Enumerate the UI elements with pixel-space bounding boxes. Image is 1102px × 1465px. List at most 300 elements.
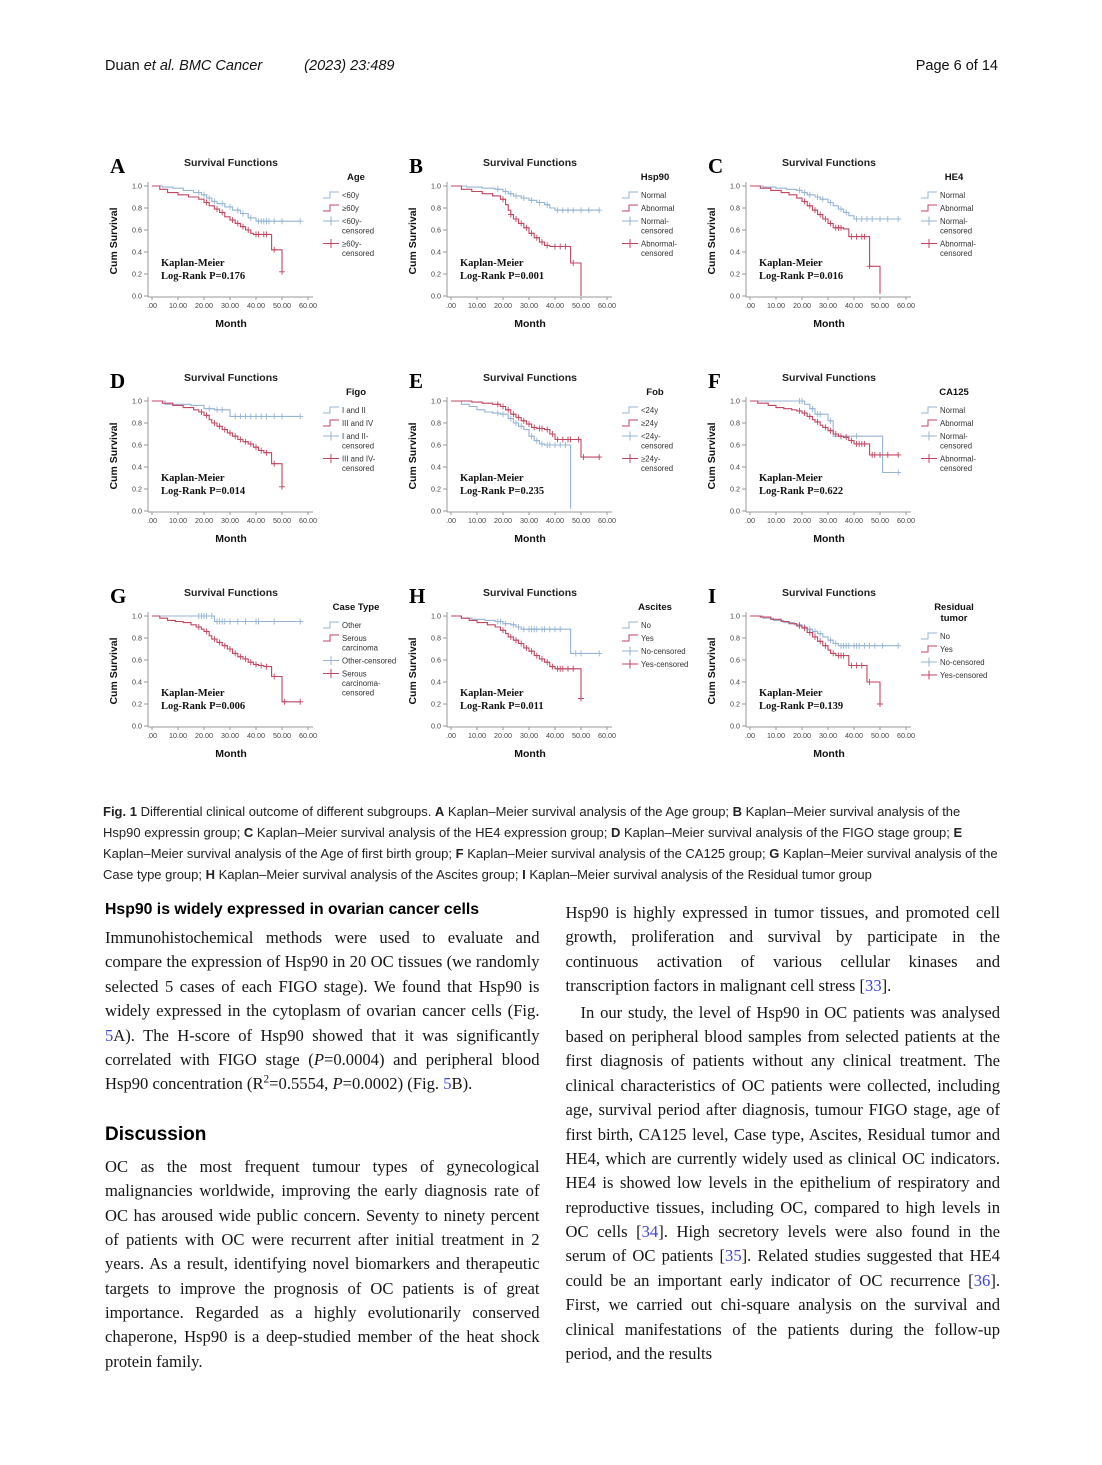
x-tick-label: 10.00 — [169, 516, 187, 525]
censor-mark — [838, 225, 844, 231]
x-tick-label: 20.00 — [793, 516, 811, 525]
y-tick-label: 0.6 — [431, 225, 441, 235]
censor-mark — [817, 411, 823, 417]
legend-censored-glyph — [622, 217, 638, 226]
km-annotation-pvalue: Log-Rank P=0.011 — [460, 701, 544, 712]
legend-item-label: ≥24y-censored — [641, 454, 674, 473]
y-tick-label: 0.8 — [132, 203, 142, 213]
censor-mark — [204, 613, 210, 619]
censor-mark — [552, 244, 558, 250]
y-tick-label: 0.6 — [730, 225, 740, 235]
body-paragraph: In our study, the level of Hsp90 in OC patients was analysed based on peripheral blood samples from selected patients at the first diagnosis of patients without any clinical treatment. The clinical characteristics of OC patients were collected, including age, survival period after diagnosis, tumour FIGO stage, age of first birth, CA125 level, Case type, Ascites, Residual tumor and HE4, which are currently widely used as clinical OC indicators. HE4 is showed low levels in the epithelium of respiratory and reproductive tissues, including OC, compared to high levels in OC cells [34]. High secretory levels were also found in the serum of OC patients [35]. Related studies suggested that HE4 could be an important early indicator of OC recurrence [36]. First, we carried out chi-square analysis on the survival and clinical manifestations of the patients during the follow-up period, and the results — [565, 1002, 1000, 1364]
km-annotation-line1: Kaplan-Meier — [460, 258, 524, 269]
censor-mark — [266, 218, 272, 224]
bold-text: B — [732, 804, 743, 819]
x-tick-label: 20.00 — [494, 731, 512, 740]
legend-censored-glyph — [622, 432, 638, 441]
bold-text: I — [522, 867, 526, 883]
x-tick-label: 50.00 — [871, 516, 889, 525]
censor-mark — [557, 442, 563, 448]
y-tick-label: 0.0 — [132, 506, 142, 516]
legend-item-label: Other — [342, 621, 362, 630]
y-axis-label: Cum Survival — [706, 422, 718, 490]
x-tick-label: 10.00 — [169, 301, 187, 310]
running-head — [105, 58, 394, 74]
censor-mark — [297, 699, 303, 705]
km-annotation-pvalue: Log-Rank P=0.016 — [759, 271, 844, 282]
censor-mark — [869, 216, 875, 222]
censor-mark — [271, 619, 277, 625]
chart-title: Survival Functions — [184, 587, 278, 599]
x-tick-label: 10.00 — [169, 731, 187, 740]
censor-mark — [562, 244, 568, 250]
y-tick-label: 0.0 — [431, 506, 441, 516]
x-tick-label: 60.00 — [299, 301, 317, 310]
panel-letter: H — [409, 584, 426, 608]
censor-mark — [885, 216, 891, 222]
y-tick-label: 0.0 — [730, 291, 740, 301]
km-annotation-pvalue: Log-Rank P=0.001 — [460, 271, 545, 282]
legend-item-label: <24y-censored — [641, 432, 674, 451]
censor-mark — [235, 619, 241, 625]
x-tick-label: 10.00 — [468, 301, 486, 310]
legend-censored-glyph — [921, 217, 937, 226]
y-tick-label: 1.0 — [431, 181, 441, 191]
censor-mark — [256, 231, 262, 237]
x-tick-label: 40.00 — [247, 731, 265, 740]
x-tick-label: .00 — [147, 516, 157, 525]
legend-item-label: Serous carcinoma-censored — [342, 669, 381, 698]
y-tick-label: 0.4 — [730, 462, 740, 472]
panel-letter: F — [708, 369, 721, 393]
censor-mark — [861, 643, 867, 649]
y-tick-label: 0.0 — [132, 291, 142, 301]
censor-mark — [586, 207, 592, 213]
x-tick-label: 60.00 — [598, 301, 616, 310]
legend-title: Residual tumor — [934, 602, 974, 624]
censor-mark — [258, 663, 264, 669]
km-curve-blue — [152, 401, 300, 416]
censor-mark — [263, 664, 269, 670]
legend-step-glyph — [622, 192, 638, 198]
y-axis-label: Cum Survival — [108, 207, 120, 275]
header-authors: Duan — [105, 58, 144, 74]
chart-title: Survival Functions — [782, 587, 876, 599]
censor-mark — [248, 413, 254, 419]
censor-mark — [846, 643, 852, 649]
censor-mark — [297, 619, 303, 625]
censor-mark — [552, 626, 558, 632]
censor-mark — [279, 484, 285, 490]
censor-mark — [596, 650, 602, 656]
y-axis-label: Cum Survival — [706, 637, 718, 705]
y-tick-label: 0.0 — [431, 721, 441, 731]
y-axis-label: Cum Survival — [706, 207, 718, 275]
legend-item-label: Normal-censored — [940, 217, 973, 236]
x-tick-label: 40.00 — [247, 301, 265, 310]
legend-censored-glyph — [622, 239, 638, 248]
censor-mark — [885, 452, 891, 458]
legend-censored-glyph — [921, 432, 937, 441]
y-tick-label: 1.0 — [132, 396, 142, 406]
legend-item-label: Abnormal — [641, 204, 675, 213]
x-tick-label: 50.00 — [572, 301, 590, 310]
y-tick-label: 1.0 — [730, 611, 740, 621]
x-tick-label: 30.00 — [520, 516, 538, 525]
x-axis-label: Month — [514, 533, 546, 545]
km-annotation-pvalue: Log-Rank P=0.014 — [161, 486, 246, 497]
km-panel-C — [701, 146, 1000, 357]
x-tick-label: 50.00 — [572, 731, 590, 740]
y-tick-label: 1.0 — [730, 181, 740, 191]
x-tick-label: 60.00 — [598, 516, 616, 525]
x-tick-label: 40.00 — [845, 301, 863, 310]
legend-censored-glyph — [323, 454, 339, 463]
y-tick-label: 0.6 — [132, 440, 142, 450]
x-tick-label: 30.00 — [819, 301, 837, 310]
legend-step-glyph — [622, 205, 638, 211]
chart-title: Survival Functions — [782, 372, 876, 384]
km-annotation-pvalue: Log-Rank P=0.006 — [161, 701, 246, 712]
x-tick-label: 20.00 — [494, 516, 512, 525]
chart-title: Survival Functions — [184, 157, 278, 169]
censor-mark — [227, 619, 233, 625]
censor-mark — [895, 452, 901, 458]
y-tick-label: 0.0 — [132, 721, 142, 731]
panel-letter: I — [708, 584, 717, 608]
legend-item-label: ≥24y — [641, 419, 658, 428]
censor-mark — [222, 619, 228, 625]
censor-mark — [206, 406, 212, 412]
y-tick-label: 0.0 — [730, 506, 740, 516]
right-column — [566, 901, 1001, 1376]
y-tick-label: 1.0 — [730, 396, 740, 406]
censor-mark — [867, 643, 873, 649]
y-tick-label: 0.8 — [431, 633, 441, 643]
legend-item-label: Yes-censored — [940, 671, 988, 680]
x-axis-label: Month — [514, 748, 546, 760]
legend-title: Ascites — [638, 602, 672, 613]
censor-mark — [243, 619, 249, 625]
italic-text: P — [332, 1074, 343, 1094]
x-tick-label: 40.00 — [546, 301, 564, 310]
panel-letter: D — [110, 369, 126, 393]
chart-title: Survival Functions — [782, 157, 876, 169]
censor-mark — [297, 218, 303, 224]
y-axis-label: Cum Survival — [108, 637, 120, 705]
y-tick-label: 0.4 — [431, 247, 441, 257]
legend-item-label: I and II — [342, 406, 366, 415]
censor-mark — [495, 410, 501, 416]
x-tick-label: 60.00 — [299, 516, 317, 525]
legend-title: Figo — [345, 387, 367, 398]
legend-step-glyph — [921, 646, 937, 652]
legend-item-label: No — [940, 632, 950, 641]
censor-mark — [861, 234, 867, 240]
y-tick-label: 0.8 — [730, 633, 740, 643]
legend-censored-glyph — [323, 669, 339, 678]
legend-censored-glyph — [323, 217, 339, 226]
x-tick-label: 50.00 — [871, 731, 889, 740]
y-tick-label: 0.8 — [132, 418, 142, 428]
y-tick-label: 0.4 — [431, 677, 441, 687]
x-tick-label: 40.00 — [546, 731, 564, 740]
y-tick-label: 1.0 — [431, 611, 441, 621]
x-tick-label: 60.00 — [598, 731, 616, 740]
body-paragraph: Hsp90 is highly expressed in tumor tissues, and promoted cell growth, proliferation and survival by participate in the continuous activation of various cellular kinases and transcription factors in malignant cell stress [33]. — [565, 903, 1000, 996]
km-annotation-line1: Kaplan-Meier — [161, 688, 225, 699]
km-annotation-pvalue: Log-Rank P=0.235 — [460, 486, 545, 497]
y-tick-label: 0.2 — [431, 699, 441, 709]
x-tick-label: 50.00 — [572, 516, 590, 525]
superscript-text: 2 — [263, 1073, 270, 1086]
legend-step-glyph — [323, 635, 339, 641]
legend-item-label: Normal — [641, 191, 667, 200]
x-tick-label: 10.00 — [767, 301, 785, 310]
legend-item-label: Yes-censored — [641, 660, 689, 669]
x-tick-label: 50.00 — [273, 301, 291, 310]
y-tick-label: 0.4 — [132, 247, 142, 257]
censor-mark — [258, 413, 264, 419]
legend-item-label: ≥60y — [342, 204, 359, 213]
legend-item-label: <60y-censored — [342, 217, 375, 236]
x-tick-label: .00 — [745, 301, 755, 310]
citation-link[interactable]: 33 — [865, 976, 882, 996]
y-axis-label: Cum Survival — [108, 422, 120, 490]
left-column — [105, 901, 540, 1376]
panel-letter: E — [409, 369, 424, 393]
x-tick-label: .00 — [446, 516, 456, 525]
y-tick-label: 0.4 — [132, 677, 142, 687]
legend-item-label: Other-censored — [342, 656, 397, 666]
y-tick-label: 0.8 — [730, 418, 740, 428]
censor-mark — [279, 269, 285, 275]
x-tick-label: 50.00 — [273, 516, 291, 525]
citation-link[interactable]: 5 — [105, 1025, 114, 1045]
legend-step-glyph — [622, 635, 638, 641]
censor-mark — [560, 437, 566, 443]
y-tick-label: 0.8 — [132, 633, 142, 643]
x-tick-label: 50.00 — [273, 731, 291, 740]
censor-mark — [271, 218, 277, 224]
legend-item-label: No-censored — [641, 647, 686, 656]
x-axis-label: Month — [813, 533, 845, 545]
x-axis-label: Month — [813, 318, 845, 330]
legend-step-glyph — [921, 633, 937, 639]
legend-step-glyph — [622, 420, 638, 426]
km-panel-B — [402, 146, 701, 357]
legend-title: HE4 — [944, 172, 964, 183]
km-annotation-line1: Kaplan-Meier — [460, 688, 524, 699]
legend-censored-glyph — [323, 239, 339, 248]
y-tick-label: 0.2 — [730, 269, 740, 279]
figure-caption: Fig. 1 Differential clinical outcome of different subgroups. A Kaplan–Meier survival analysis of the Age group; B Kaplan–Meier survival analysis of the Hsp90 expressin group; C Kaplan–Meier survival analysis of the HE4 expression group; D Kaplan–Meier survival analysis of the FIGO stage group; E Kaplan–Meier survival analysis of the Age of first birth group; F Kaplan–Meier survival analysis of the CA125 group; G Kaplan–Meier survival analysis of the Case type group; H Kaplan–Meier survival analysis of the Ascites group; I Kaplan–Meier survival analysis of the Residual tumor group — [103, 804, 998, 883]
legend-censored-glyph — [323, 656, 339, 665]
page-number: Page 6 of 14 — [915, 58, 998, 74]
bold-text: Fig. 1 — [103, 804, 137, 819]
censor-mark — [279, 218, 285, 224]
censor-mark — [877, 216, 883, 222]
bold-text: H — [205, 867, 216, 883]
x-tick-label: 60.00 — [897, 731, 915, 740]
censor-mark — [552, 442, 558, 448]
x-tick-label: .00 — [446, 731, 456, 740]
censor-mark — [854, 663, 860, 669]
legend-censored-glyph — [622, 647, 638, 656]
y-tick-label: 0.4 — [730, 677, 740, 687]
x-tick-label: 60.00 — [897, 301, 915, 310]
km-curve-blue — [750, 401, 898, 473]
x-tick-label: .00 — [147, 301, 157, 310]
legend-item-label: Abnormal-censored — [940, 239, 976, 258]
bold-text: C — [243, 825, 254, 841]
page-header — [105, 58, 998, 74]
censor-mark — [570, 207, 576, 213]
y-tick-label: 0.0 — [730, 721, 740, 731]
y-tick-label: 0.6 — [431, 655, 441, 665]
censor-mark — [243, 413, 249, 419]
km-annotation-line1: Kaplan-Meier — [161, 473, 225, 484]
censor-mark — [596, 207, 602, 213]
censor-mark — [237, 413, 243, 419]
km-panel-F — [701, 361, 1000, 572]
legend-step-glyph — [921, 420, 937, 426]
legend-item-label: Abnormal — [940, 419, 974, 428]
censor-mark — [232, 413, 238, 419]
censor-mark — [867, 263, 873, 269]
legend-censored-glyph — [921, 239, 937, 248]
y-tick-label: 0.4 — [132, 462, 142, 472]
legend-item-label: Serous carcinoma — [342, 634, 378, 653]
y-tick-label: 1.0 — [431, 396, 441, 406]
y-tick-label: 0.2 — [730, 699, 740, 709]
censor-mark — [859, 663, 865, 669]
y-tick-label: 0.2 — [132, 269, 142, 279]
y-axis-label: Cum Survival — [407, 637, 419, 705]
legend-censored-glyph — [622, 454, 638, 463]
body-paragraph: OC as the most frequent tumour types of gynecological malignancies worldwide, improving the early diagnosis rate of OC has aroused wide public concern. Seventy to ninety percent of patients with OC were recurrent after initial treatment in 2 years. As a result, identifying novel biomarkers and therapeutic targets to improve the prognosis of OC patients is of great importance. Regarded as a highly evolutionarily conserved chaperone, Hsp90 is a deep-studied member of the heat shock protein family. — [105, 1156, 540, 1371]
km-panel-A — [103, 146, 402, 357]
km-curve-blue — [750, 616, 898, 646]
censor-mark — [854, 433, 860, 439]
km-panel-I — [701, 576, 1000, 787]
citation-link[interactable]: 34 — [641, 1222, 659, 1242]
km-panel-D — [103, 361, 402, 572]
km-curve-red — [750, 401, 898, 455]
x-tick-label: 50.00 — [871, 301, 889, 310]
censor-mark — [263, 413, 269, 419]
km-curve-red — [451, 401, 599, 457]
figure-1 — [103, 146, 1000, 885]
censor-mark — [872, 643, 878, 649]
legend-step-glyph — [323, 407, 339, 413]
italic-text: P — [313, 1049, 324, 1069]
x-tick-label: 20.00 — [494, 301, 512, 310]
censor-mark — [570, 666, 576, 672]
legend-censored-glyph — [622, 660, 638, 669]
x-tick-label: 30.00 — [520, 731, 538, 740]
legend-item-label: No-censored — [940, 658, 985, 667]
header-journal: et al. BMC Cancer — [143, 58, 263, 74]
km-annotation-pvalue: Log-Rank P=0.176 — [161, 271, 246, 282]
km-curve-red — [451, 616, 581, 699]
censor-mark — [219, 407, 225, 413]
legend-title: Fob — [646, 387, 664, 398]
legend-item-label: <24y — [641, 406, 659, 415]
legend-item-label: ≥60y-censored — [342, 239, 375, 258]
legend-item-label: Normal — [940, 406, 966, 415]
bold-text: D — [611, 825, 621, 841]
legend-step-glyph — [921, 192, 937, 198]
censor-mark — [547, 442, 553, 448]
censor-mark — [578, 207, 584, 213]
censor-mark — [534, 626, 540, 632]
panel-letter: C — [708, 154, 724, 178]
legend-step-glyph — [622, 622, 638, 628]
citation-link[interactable]: 36 — [973, 1270, 991, 1290]
censor-mark — [895, 216, 901, 222]
citation-link[interactable]: 5 — [443, 1074, 452, 1094]
censor-mark — [568, 437, 574, 443]
km-annotation-pvalue: Log-Rank P=0.139 — [759, 701, 844, 712]
x-tick-label: 60.00 — [299, 731, 317, 740]
y-tick-label: 0.2 — [132, 484, 142, 494]
censor-mark — [495, 186, 501, 192]
y-tick-label: 0.6 — [132, 655, 142, 665]
legend-item-label: Abnormal — [940, 204, 974, 213]
censor-mark — [578, 650, 584, 656]
censor-mark — [856, 643, 862, 649]
x-tick-label: 10.00 — [468, 731, 486, 740]
y-tick-label: 0.2 — [132, 699, 142, 709]
x-tick-label: 60.00 — [897, 516, 915, 525]
x-tick-label: .00 — [745, 516, 755, 525]
legend-item-label: Normal-censored — [641, 217, 674, 236]
censor-mark — [557, 626, 563, 632]
x-tick-label: 30.00 — [221, 731, 239, 740]
x-tick-label: 10.00 — [767, 731, 785, 740]
legend-item-label: <60y — [342, 191, 360, 200]
km-annotation-line1: Kaplan-Meier — [759, 688, 823, 699]
y-tick-label: 0.8 — [431, 203, 441, 213]
x-tick-label: 40.00 — [845, 731, 863, 740]
y-tick-label: 0.8 — [730, 203, 740, 213]
censor-mark — [560, 207, 566, 213]
km-annotation-line1: Kaplan-Meier — [759, 473, 823, 484]
x-tick-label: 20.00 — [195, 731, 213, 740]
panel-letter: G — [110, 584, 127, 608]
censor-mark — [547, 626, 553, 632]
x-tick-label: 20.00 — [195, 301, 213, 310]
legend-item-label: Abnormal-censored — [940, 454, 976, 473]
citation-link[interactable]: 35 — [725, 1246, 742, 1266]
censor-mark — [271, 413, 277, 419]
y-tick-label: 0.2 — [431, 484, 441, 494]
censor-mark — [877, 701, 883, 707]
x-tick-label: 30.00 — [221, 301, 239, 310]
x-tick-label: 10.00 — [767, 516, 785, 525]
bold-text: G — [769, 846, 780, 862]
x-tick-label: 30.00 — [819, 731, 837, 740]
censor-mark — [279, 413, 285, 419]
x-axis-label: Month — [215, 748, 247, 760]
article-body — [105, 901, 1000, 1376]
y-tick-label: 0.6 — [431, 440, 441, 450]
legend-title: Case Type — [332, 602, 380, 613]
km-panel-H — [402, 576, 701, 787]
section-heading: Hsp90 is widely expressed in ovarian cancer cells — [105, 901, 480, 918]
censor-mark — [872, 452, 878, 458]
